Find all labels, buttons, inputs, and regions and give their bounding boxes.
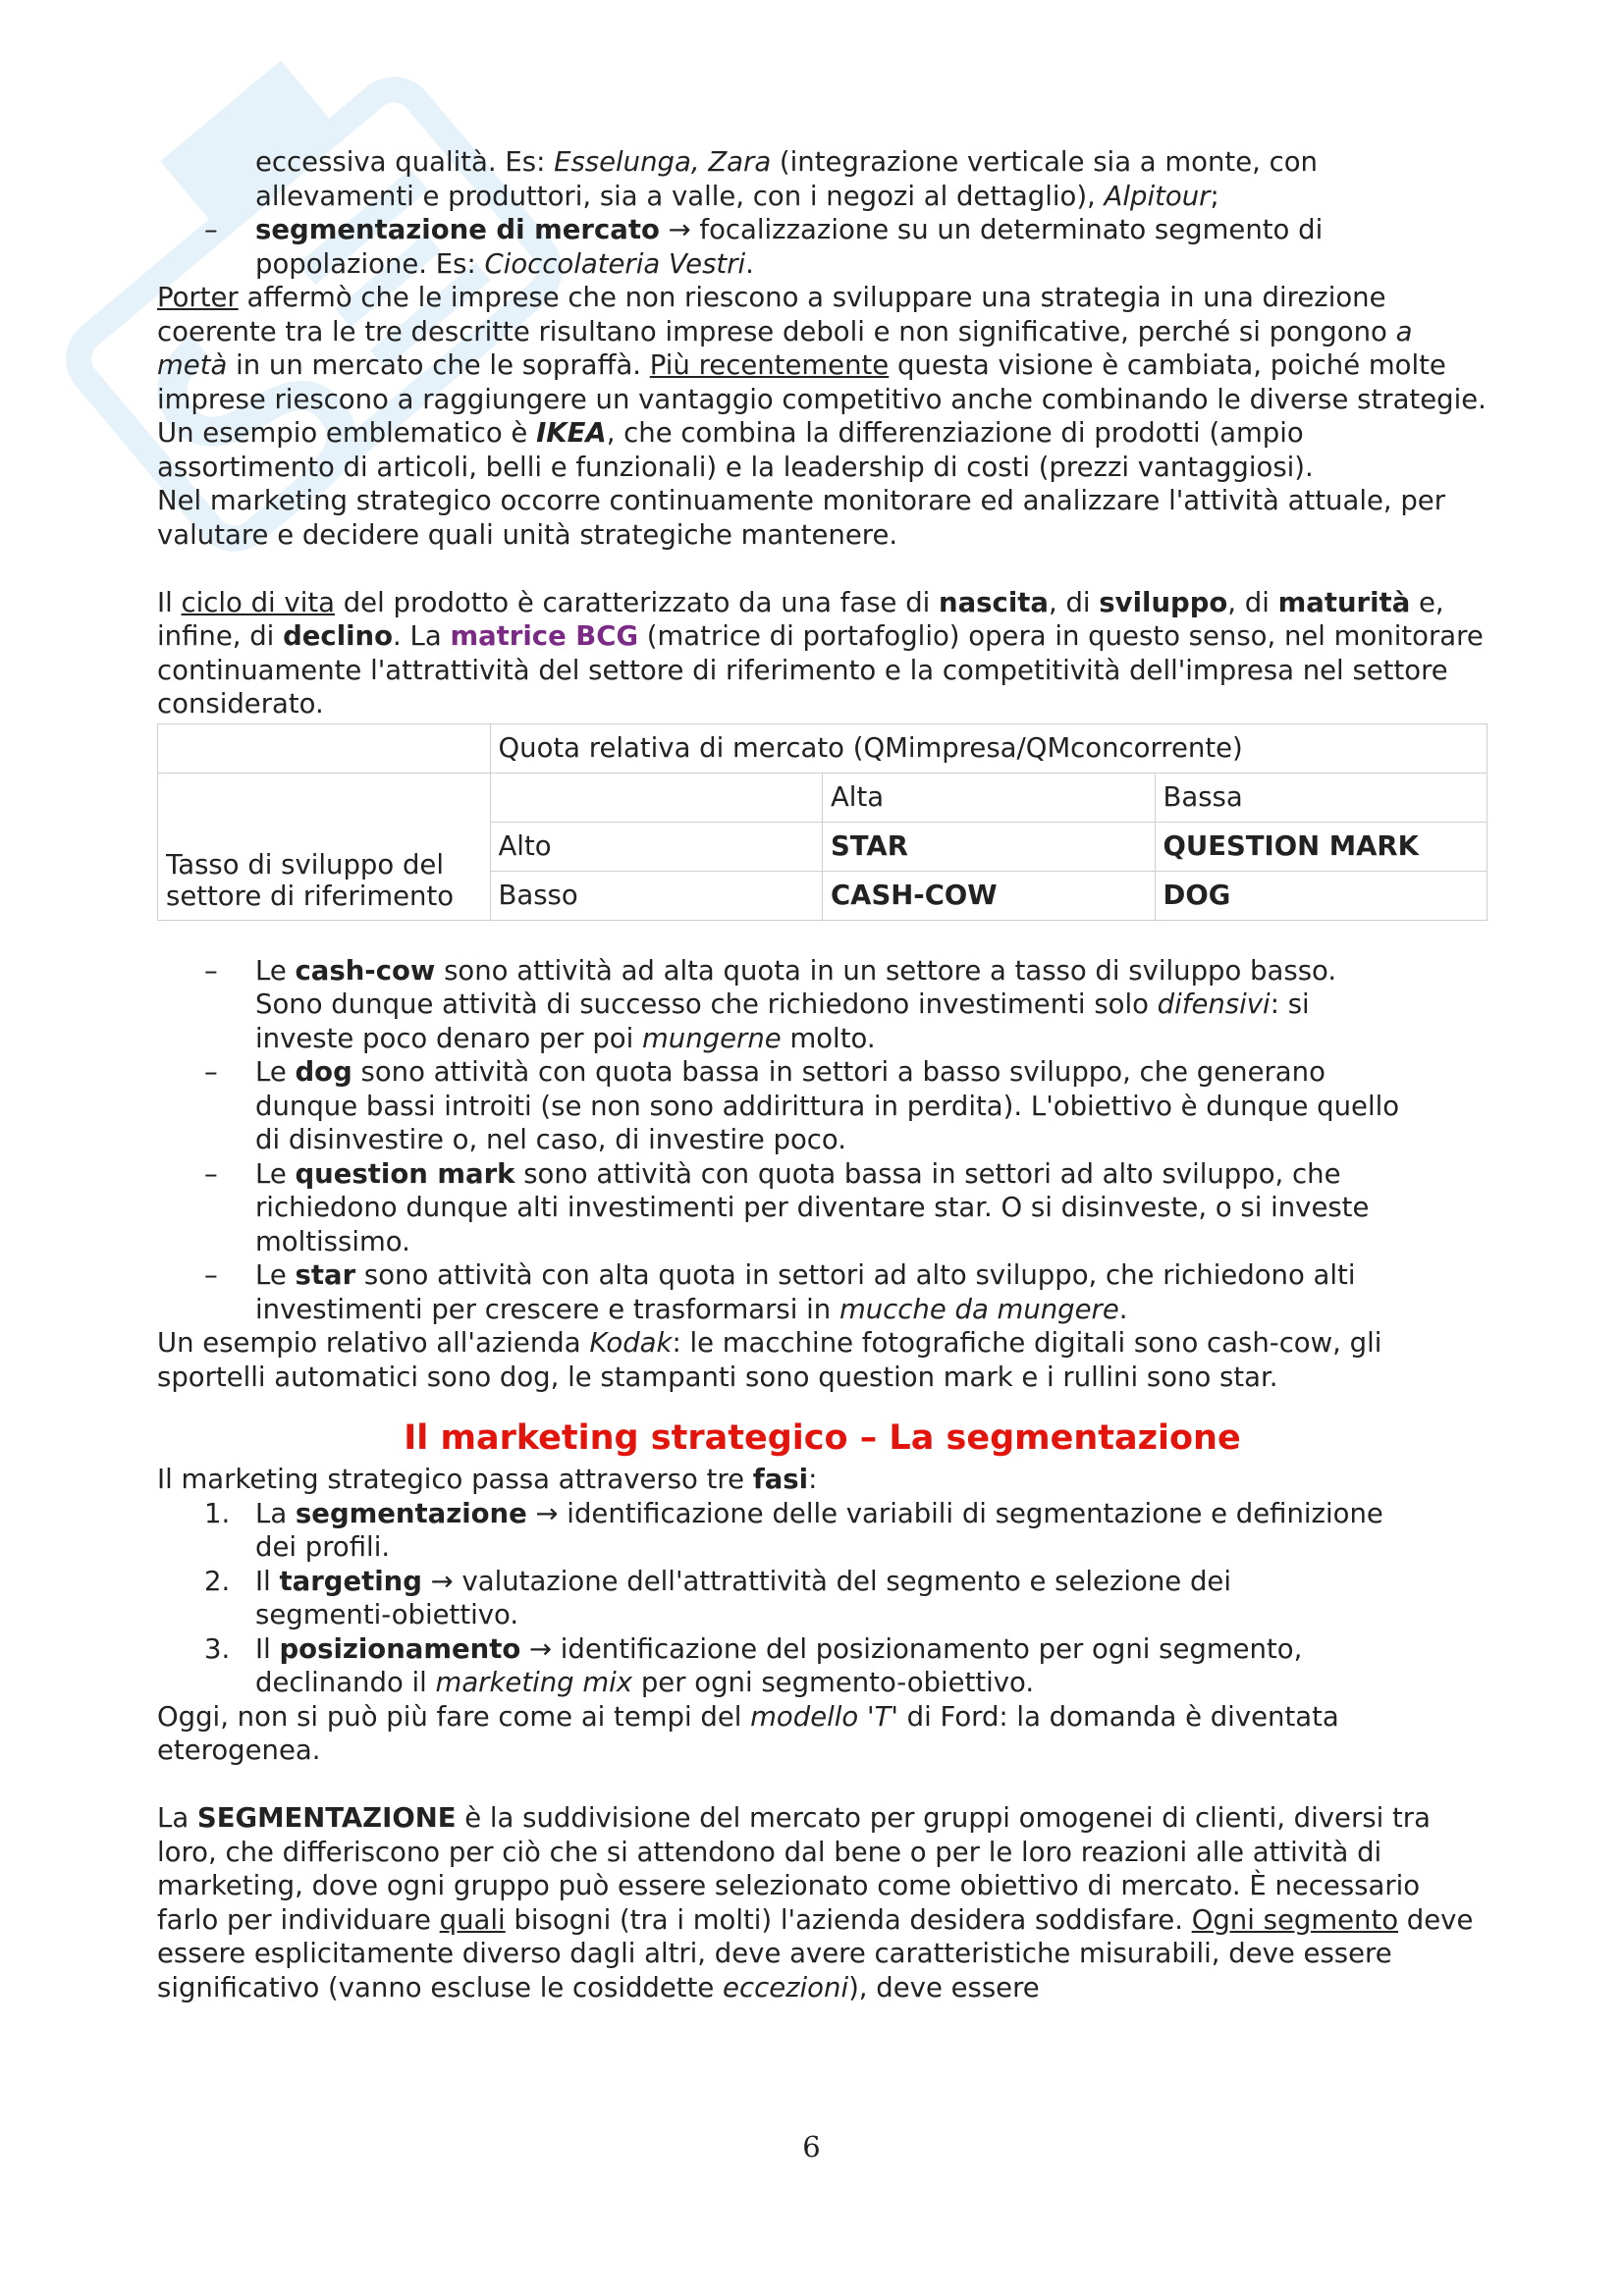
row-header-alto: Alto — [490, 822, 823, 871]
list-continuation: popolazione. Es: Cioccolateria Vestri. — [255, 247, 754, 280]
list-item-star: – Le star sono attività con alta quota in settori ad alto sviluppo, che richiedono alti — [157, 1258, 1488, 1293]
row-header-basso: Basso — [490, 871, 823, 920]
cell-question-mark: QUESTION MARK — [1155, 822, 1488, 871]
list-continuation: investe poco denaro per poi mungerne molto. — [255, 1022, 876, 1054]
cell-cash-cow: CASH-COW — [823, 871, 1156, 920]
paragraph-porter: Porter affermò che le imprese che non riescono a sviluppare una strategia in una direzione coerente tra le tre descritte risultano imprese deboli e non significative, perché si pongono a metà in un mercato che le sopraffà. Più recentemente questa visione è cambiata, poiché molte imprese riescono a raggiungere un vantaggio competitivo anche combinando le diverse strategie. Un esempio emblematico è IKEA, che combina la differenziazione di prodotti (ampio assortimento di articoli, belli e funzionali) e la leadership di costi (prezzi vantaggiosi). — [157, 282, 1487, 483]
list-continuation: investimenti per crescere e trasformarsi in mucche da mungere. — [255, 1293, 1128, 1325]
list-item-dog: – Le dog sono attività con quota bassa in settori a basso sviluppo, che generano — [157, 1055, 1488, 1090]
list-continuation: di disinvestire o, nel caso, di investire poco. — [255, 1124, 846, 1155]
list-item: – segmentazione di mercato → focalizzazione su un determinato segmento di — [157, 213, 1488, 247]
list-continuation: eccessiva qualità. Es: Esselunga, Zara (integrazione verticale sia a monte, con — [255, 146, 1318, 178]
col-header-alta: Alta — [823, 773, 1156, 822]
row-label: Tasso di sviluppo del settore di riferimento — [158, 773, 491, 920]
list-continuation: richiedono dunque alti investimenti per diventare star. O si disinveste, o si investe — [255, 1192, 1370, 1223]
paragraph-ford: Oggi, non si può più fare come ai tempi del modello 'T' di Ford: la domanda è diventata eterogenea. — [157, 1700, 1339, 1766]
quota-header: Quota relativa di mercato (QMimpresa/QMconcorrente) — [490, 723, 1488, 773]
table-cell — [490, 773, 823, 822]
numbered-item: 1. La segmentazione → identificazione delle variabili di segmentazione e definizione — [204, 1497, 1383, 1529]
numbered-item: 3. Il posizionamento → identificazione del posizionamento per ogni segmento, — [204, 1632, 1303, 1665]
page-number: 6 — [802, 2130, 821, 2163]
numbered-item: 2. Il targeting → valutazione dell'attrattività del segmento e selezione dei — [204, 1565, 1231, 1597]
paragraph-kodak: Un esempio relativo all'azienda Kodak: le macchine fotografiche digitali sono cash-cow, gli sportelli automatici sono dog, le stampanti sono question mark e i rullini sono star. — [157, 1327, 1382, 1393]
col-header-bassa: Bassa — [1155, 773, 1488, 822]
cell-dog: DOG — [1155, 871, 1488, 920]
list-continuation: declinando il marketing mix per ogni segmento-obiettivo. — [255, 1667, 1035, 1698]
list-continuation: dunque bassi introiti (se non sono addirittura in perdita). L'obiettivo è dunque quello — [255, 1090, 1400, 1122]
list-continuation: dei profili. — [255, 1531, 391, 1563]
paragraph-ciclo-vita: Il ciclo di vita del prodotto è caratterizzato da una fase di nascita, di sviluppo, di maturità e, infine, di declino. La matrice BCG (matrice di portafoglio) opera in questo senso, nel monitorare continuamente l'attrattività del settore di riferimento e la competitività dell'impresa nel settore considerato. — [157, 586, 1484, 720]
paragraph-segmentazione: La SEGMENTAZIONE è la suddivisione del mercato per gruppi omogenei di clienti, diversi tra loro, che differiscono per ciò che si attendono dal bene o per le loro reazioni alle attività di marketing, dove ogni gruppo può essere selezionato come obiettivo di mercato. È necessario farlo per individuare quali bisogni (tra i molti) l'azienda desidera soddisfare. Ogni segmento deve essere esplicitamente diverso dagli altri, deve avere caratteristiche misurabili, deve essere significativo (vanno escluse le cosiddette eccezioni), deve essere — [157, 1802, 1474, 2003]
list-item-question-mark: – Le question mark sono attività con quota bassa in settori ad alto sviluppo, che — [157, 1157, 1488, 1192]
list-continuation: moltissimo. — [255, 1225, 410, 1257]
document-body — [157, 145, 1488, 2004]
table-cell — [158, 723, 491, 773]
paragraph-fasi: Il marketing strategico passa attraverso tre fasi: — [157, 1464, 818, 1495]
paragraph-monitor: Nel marketing strategico occorre continuamente monitorare ed analizzare l'attività attuale, per valutare e decidere quali unità strategiche mantenere. — [157, 485, 1446, 551]
bcg-matrix-table — [157, 723, 1488, 921]
list-continuation: allevamenti e produttori, sia a valle, con i negozi al dettaglio), Alpitour; — [255, 180, 1219, 212]
list-continuation: segmenti-obiettivo. — [255, 1599, 519, 1630]
cell-star: STAR — [823, 822, 1156, 871]
list-item-cash-cow: – Le cash-cow sono attività ad alta quota in un settore a tasso di sviluppo basso. — [157, 954, 1488, 988]
section-title: Il marketing strategico – La segmentazione — [404, 1418, 1241, 1458]
list-continuation: Sono dunque attività di successo che richiedono investimenti solo difensivi: si — [255, 988, 1310, 1020]
